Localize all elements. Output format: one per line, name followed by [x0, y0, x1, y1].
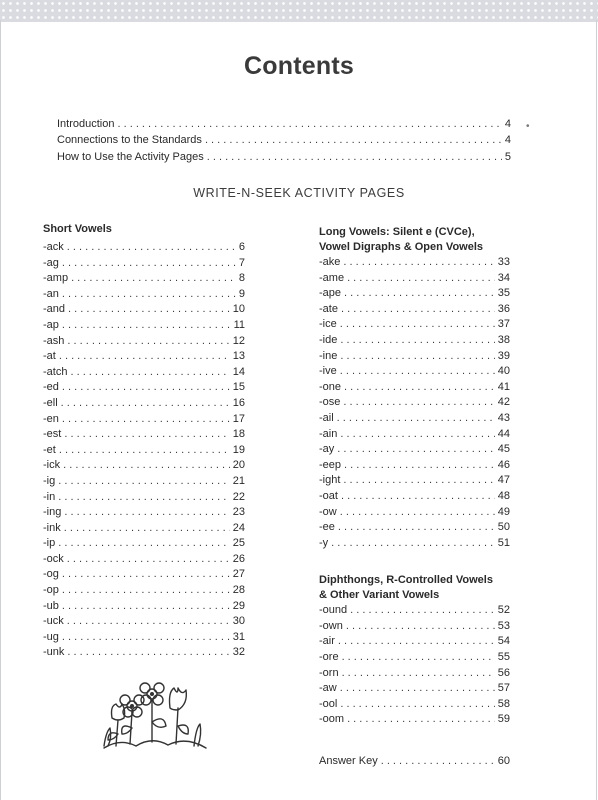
dot-leader: [117, 116, 501, 132]
toc-entry[interactable]: [319, 442, 510, 458]
toc-entry-label: -ive: [319, 365, 337, 378]
long-vowels-heading: [319, 225, 510, 255]
toc-entry-page: 38: [497, 333, 510, 346]
toc-entry-label: -ate: [319, 302, 338, 315]
toc-entry[interactable]: [319, 754, 510, 770]
dot-leader: [340, 364, 495, 380]
dot-leader: [64, 521, 230, 537]
toc-entry-label: -oat: [319, 489, 338, 502]
toc-entry-page: 20: [232, 459, 245, 472]
toc-entry[interactable]: [43, 505, 245, 521]
toc-entry-label: -en: [43, 412, 59, 425]
dot-leader: [344, 286, 495, 302]
dot-leader: [343, 395, 494, 411]
short-vowels-list: [43, 240, 245, 661]
page-title: Contents: [244, 52, 354, 80]
toc-entry[interactable]: [43, 365, 245, 381]
toc-entry[interactable]: [43, 318, 245, 334]
toc-entry-label: -ine: [319, 349, 338, 362]
heading-line: Diphthongs, R-Controlled Vowels: [319, 574, 493, 587]
toc-entry-label: -at: [43, 350, 56, 363]
dot-leader: [340, 505, 495, 521]
dot-leader: [62, 567, 230, 583]
toc-entry-page: 43: [497, 411, 510, 424]
toc-entry-page: 26: [232, 552, 245, 565]
toc-entry-page: 47: [497, 474, 510, 487]
dot-leader: [62, 318, 231, 334]
toc-entry-label: -op: [43, 584, 59, 597]
toc-entry-label: -ing: [43, 506, 62, 519]
toc-entry-label: -an: [43, 287, 59, 300]
dot-leader: [340, 349, 494, 365]
toc-entry-page: 50: [497, 521, 510, 534]
toc-entry[interactable]: [319, 333, 510, 349]
dot-leader: [68, 302, 230, 318]
toc-entry-page: 12: [232, 334, 245, 347]
dot-leader: [71, 271, 236, 287]
toc-entry-page: 34: [497, 271, 510, 284]
toc-entry-label: -ound: [319, 604, 348, 617]
dot-leader: [340, 697, 494, 713]
toc-entry-page: 30: [232, 615, 245, 628]
toc-entry-label: -ed: [43, 381, 59, 394]
toc-entry-label: -ig: [43, 474, 56, 487]
toc-entry-label: -ock: [43, 552, 64, 565]
dot-leader: [62, 412, 230, 428]
toc-entry-label: -one: [319, 380, 342, 393]
toc-entry-page: 19: [232, 443, 245, 456]
toc-entry-label: Connections to the Standards: [57, 134, 202, 147]
dot-leader: [207, 149, 502, 165]
toc-entry-page: 22: [232, 490, 245, 503]
toc-entry-page: 40: [497, 365, 510, 378]
toc-entry-label: -ack: [43, 241, 64, 253]
toc-entry-label: -ight: [319, 474, 341, 487]
toc-entry-label: -orn: [319, 666, 339, 679]
toc-entry-label: -ap: [43, 318, 59, 331]
dot-leader: [59, 349, 230, 365]
toc-entry[interactable]: [319, 302, 510, 318]
toc-entry-label: How to Use the Activity Pages: [57, 150, 204, 163]
dot-leader: [346, 619, 495, 635]
dot-leader: [64, 427, 229, 443]
toc-entry[interactable]: [43, 256, 245, 272]
toc-entry[interactable]: [319, 603, 510, 619]
toc-entry-page: 45: [497, 443, 510, 456]
dot-leader: [62, 256, 236, 272]
heading-line: & Other Variant Vowels: [319, 589, 440, 602]
dot-leader: [340, 333, 494, 349]
toc-entry-page: 15: [232, 381, 245, 394]
dot-leader: [381, 754, 495, 770]
toc-entry[interactable]: [319, 364, 510, 380]
toc-entry[interactable]: [43, 412, 245, 428]
toc-entry-label: -ell: [43, 396, 58, 409]
toc-entry-page: 44: [497, 427, 510, 440]
dot-leader: [342, 650, 495, 666]
dot-leader: [347, 712, 495, 728]
dot-leader: [343, 473, 494, 489]
dot-leader: [64, 505, 229, 521]
toc-entry[interactable]: [43, 380, 245, 396]
toc-entry-label: -own: [319, 619, 343, 632]
toc-entry[interactable]: [319, 286, 510, 302]
dot-leader: [343, 255, 494, 271]
toc-entry-label: -eep: [319, 458, 342, 471]
toc-entry-page: 55: [497, 651, 510, 664]
dot-leader: [61, 396, 230, 412]
toc-entry[interactable]: [319, 536, 510, 552]
dot-leader: [337, 442, 494, 458]
dot-leader: [62, 599, 230, 615]
toc-entry[interactable]: [43, 396, 245, 412]
dot-leader: [67, 240, 236, 256]
dot-leader: [63, 458, 230, 474]
dot-leader: [62, 287, 236, 303]
dot-leader: [337, 411, 495, 427]
dot-leader: [58, 474, 230, 490]
toc-entry-page: 39: [497, 349, 510, 362]
toc-entry-page: 16: [232, 396, 245, 409]
dot-leader: [62, 630, 230, 646]
toc-entry-label: -ide: [319, 333, 338, 346]
margin-dot-icon: •: [526, 121, 530, 132]
toc-entry-label: Answer Key: [319, 755, 378, 768]
toc-entry[interactable]: [319, 458, 510, 474]
dot-leader: [340, 681, 495, 697]
toc-entry-label: -air: [319, 635, 335, 648]
toc-entry[interactable]: [43, 630, 245, 646]
toc-entry-label: -ore: [319, 651, 339, 664]
dot-leader: [62, 380, 230, 396]
toc-entry-page: 25: [232, 537, 245, 550]
toc-entry[interactable]: [43, 287, 245, 303]
toc-entry[interactable]: [43, 240, 245, 256]
toc-entry[interactable]: [319, 681, 510, 697]
toc-entry-label: -ee: [319, 521, 335, 534]
toc-entry-page: 42: [497, 396, 510, 409]
toc-entry-page: 41: [497, 380, 510, 393]
toc-entry[interactable]: [319, 650, 510, 666]
toc-entry-label: -amp: [43, 272, 69, 285]
toc-entry[interactable]: [319, 666, 510, 682]
toc-entry-label: -y: [319, 536, 329, 549]
toc-entry-label: -et: [43, 443, 56, 456]
toc-entry-label: -and: [43, 303, 66, 316]
toc-entry-label: -unk: [43, 646, 65, 659]
toc-entry-label: -ick: [43, 459, 61, 472]
toc-entry-label: -og: [43, 568, 59, 581]
toc-entry[interactable]: [43, 490, 245, 506]
toc-entry-label: -ow: [319, 505, 337, 518]
dot-leader: [341, 489, 495, 505]
toc-entry-page: 48: [497, 489, 510, 502]
toc-entry-page: 51: [497, 536, 510, 549]
toc-entry[interactable]: [319, 697, 510, 713]
toc-entry-label: -ail: [319, 411, 334, 424]
toc-entry-page: 59: [497, 713, 510, 726]
toc-entry-page: 32: [232, 646, 245, 659]
dot-leader: [342, 666, 495, 682]
toc-entry[interactable]: [319, 411, 510, 427]
dot-leader: [331, 536, 495, 552]
toc-entry[interactable]: [319, 634, 510, 650]
dot-leader: [344, 380, 495, 396]
toc-entry-page: 49: [497, 505, 510, 518]
top-decorative-border: [0, 0, 598, 22]
toc-entry-page: 10: [232, 303, 245, 316]
toc-entry-label: -ake: [319, 256, 341, 268]
dot-leader: [58, 490, 230, 506]
short-vowels-heading: Short Vowels: [43, 223, 112, 235]
toc-entry[interactable]: [43, 458, 245, 474]
toc-entry[interactable]: [319, 395, 510, 411]
toc-entry-page: 9: [238, 287, 245, 300]
toc-entry[interactable]: [57, 149, 511, 165]
section-title: WRITE-N-SEEK ACTIVITY PAGES: [193, 186, 405, 200]
toc-entry-label: -ug: [43, 630, 59, 643]
toc-entry-page: 14: [232, 365, 245, 378]
dot-leader: [62, 583, 230, 599]
dot-leader: [338, 520, 495, 536]
toc-entry-label: -uck: [43, 615, 64, 628]
toc-entry[interactable]: [319, 473, 510, 489]
toc-entry[interactable]: [43, 645, 245, 661]
answer-key-entry: [319, 754, 510, 770]
dot-leader: [338, 634, 495, 650]
toc-entry[interactable]: [319, 349, 510, 365]
toc-entry-label: -ay: [319, 443, 335, 456]
toc-entry-page: 21: [232, 474, 245, 487]
toc-entry-page: 23: [232, 506, 245, 519]
toc-entry-page: 29: [232, 599, 245, 612]
toc-entry-label: -oom: [319, 713, 345, 726]
dot-leader: [67, 334, 229, 350]
toc-entry-label: -ame: [319, 271, 345, 284]
short-vowels-column: [43, 222, 245, 661]
dot-leader: [70, 365, 229, 381]
toc-entry[interactable]: [43, 349, 245, 365]
dot-leader: [350, 603, 495, 619]
toc-entry-page: 7: [238, 256, 245, 269]
toc-entry[interactable]: [43, 536, 245, 552]
toc-entry[interactable]: [43, 567, 245, 583]
toc-entry[interactable]: [43, 302, 245, 318]
toc-entry-page: 18: [232, 428, 245, 441]
long-vowels-list: [319, 255, 510, 551]
toc-entry-label: -aw: [319, 682, 337, 695]
toc-entry-page: 5: [504, 150, 511, 163]
toc-entry-label: -ub: [43, 599, 59, 612]
toc-entry[interactable]: [319, 619, 510, 635]
toc-entry[interactable]: [43, 474, 245, 490]
toc-entry-page: 27: [232, 568, 245, 581]
toc-entry[interactable]: [319, 712, 510, 728]
toc-entry-label: -est: [43, 428, 62, 441]
dot-leader: [340, 427, 494, 443]
toc-entry-page: 8: [238, 272, 245, 285]
toc-entry-page: 13: [232, 350, 245, 363]
toc-entry-label: -ain: [319, 427, 338, 440]
dot-leader: [67, 645, 229, 661]
toc-entry-page: 52: [497, 604, 510, 617]
toc-entry-page: 28: [232, 584, 245, 597]
toc-entry[interactable]: [43, 334, 245, 350]
toc-entry-page: 6: [238, 241, 245, 253]
toc-entry[interactable]: [57, 116, 511, 132]
toc-entry-label: -ag: [43, 256, 59, 269]
toc-entry[interactable]: [319, 255, 510, 271]
toc-entry-page: 53: [497, 619, 510, 632]
long-vowels-column: [319, 225, 510, 770]
toc-entry-label: -in: [43, 490, 56, 503]
toc-entry-label: -ice: [319, 318, 337, 331]
toc-entry-label: -ash: [43, 334, 65, 347]
dot-leader: [58, 536, 230, 552]
toc-entry[interactable]: [43, 599, 245, 615]
toc-entry-page: 37: [497, 318, 510, 331]
dot-leader: [341, 302, 495, 318]
toc-entry[interactable]: [43, 427, 245, 443]
dot-leader: [347, 271, 495, 287]
dot-leader: [205, 132, 502, 148]
toc-entry[interactable]: [319, 505, 510, 521]
toc-entry-label: Introduction: [57, 118, 115, 130]
toc-entry-page: 36: [497, 302, 510, 315]
toc-entry[interactable]: [57, 132, 511, 148]
toc-entry-page: 35: [497, 287, 510, 300]
dot-leader: [344, 458, 495, 474]
toc-entry[interactable]: [43, 521, 245, 537]
toc-entry-page: 17: [232, 412, 245, 425]
toc-entry-page: 4: [504, 118, 511, 130]
toc-entry-page: 60: [497, 755, 510, 768]
diphthongs-list: [319, 603, 510, 728]
flowers-illustration: [100, 678, 210, 754]
toc-entry[interactable]: [319, 427, 510, 443]
toc-entry[interactable]: [319, 271, 510, 287]
dot-leader: [67, 614, 230, 630]
toc-entry[interactable]: [43, 443, 245, 459]
toc-entry-page: 56: [497, 666, 510, 679]
toc-entry[interactable]: [319, 380, 510, 396]
toc-entry-page: 4: [504, 134, 511, 147]
toc-entry-page: 33: [497, 256, 510, 268]
heading-line: Vowel Digraphs & Open Vowels: [319, 241, 484, 253]
toc-entry-page: 54: [497, 635, 510, 648]
toc-entry[interactable]: [319, 317, 510, 333]
diphthongs-heading: [319, 573, 510, 603]
toc-entry-label: -atch: [43, 365, 68, 378]
heading-line: Long Vowels: Silent e (CVCe),: [319, 226, 475, 238]
toc-entry-page: 24: [232, 521, 245, 534]
toc-entry-page: 31: [232, 630, 245, 643]
toc-entry-label: -ose: [319, 396, 341, 409]
toc-entry[interactable]: [43, 583, 245, 599]
dot-leader: [59, 443, 230, 459]
toc-entry[interactable]: [319, 520, 510, 536]
toc-entry-label: -ink: [43, 521, 61, 534]
toc-entry-page: 58: [497, 697, 510, 710]
toc-entry-label: -ape: [319, 287, 342, 300]
toc-entry[interactable]: [43, 552, 245, 568]
toc-entry[interactable]: [43, 614, 245, 630]
dot-leader: [67, 552, 230, 568]
intro-toc: [57, 116, 511, 165]
toc-entry-label: -ool: [319, 697, 338, 710]
toc-entry-label: -ip: [43, 537, 56, 550]
toc-entry-page: 11: [233, 318, 245, 331]
toc-entry[interactable]: [43, 271, 245, 287]
dot-leader: [340, 317, 495, 333]
toc-entry-page: 46: [497, 458, 510, 471]
toc-entry-page: 57: [497, 682, 510, 695]
toc-entry[interactable]: [319, 489, 510, 505]
